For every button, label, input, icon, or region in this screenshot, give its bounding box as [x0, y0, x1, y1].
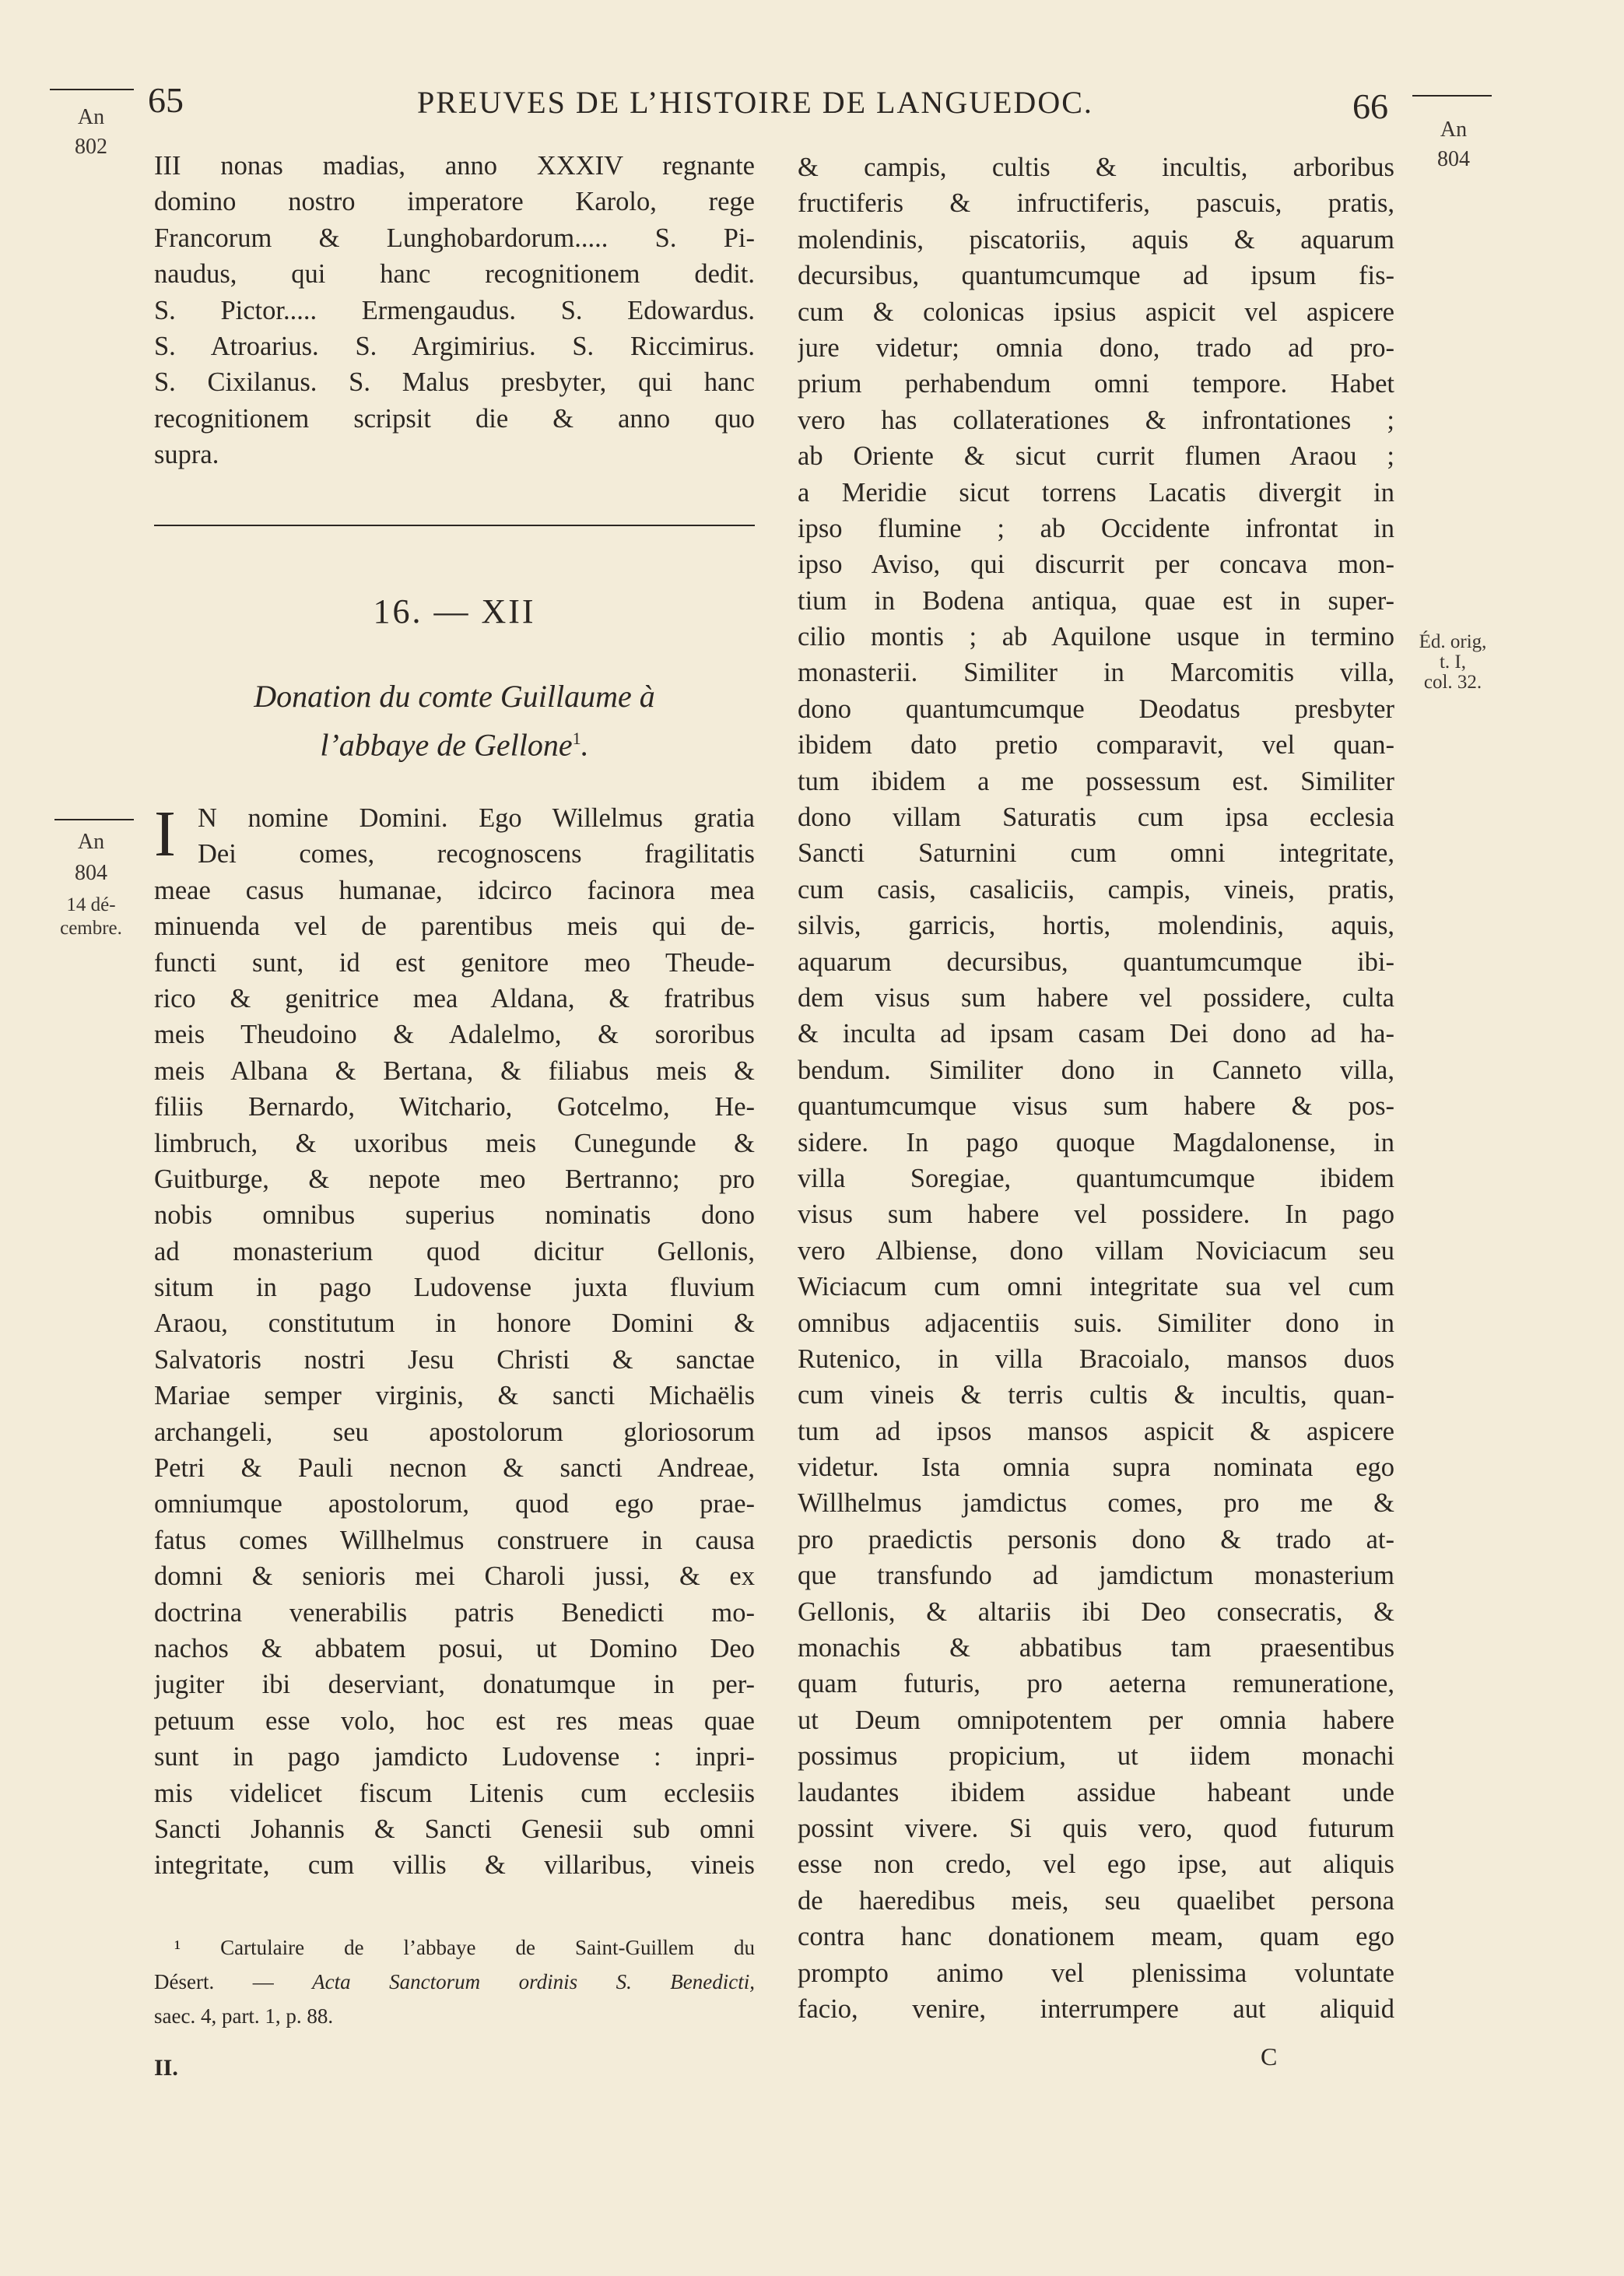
text-line: Willhelmus jamdictus comes, pro me &	[798, 1488, 1394, 1519]
text-line: vero has collaterationes & infrontationes ;	[798, 405, 1394, 435]
left-column-top	[154, 148, 755, 473]
text-line: nachos & abbatem posui, ut Domino Deo	[154, 1633, 755, 1663]
text-line: decursibus, quantumcumque ad ipsum fis-	[798, 261, 1394, 291]
text-line: omnibus adjacentiis suis. Similiter dono in	[798, 1308, 1394, 1338]
text-line: laudantes ibidem assidue habeant unde	[798, 1777, 1394, 1807]
text-line: dem visus sum habere vel possidere, culta	[798, 982, 1394, 1013]
text-line: archangeli, seu apostolorum gloriosorum	[154, 1417, 755, 1447]
text-line: minuenda vel de parentibus meis qui de-	[154, 911, 755, 942]
text-line: limbruch, & uxoribus meis Cunegunde &	[154, 1128, 755, 1158]
header-rule-left	[50, 89, 134, 90]
text-line: villa Soregiae, quantumcumque ibidem	[798, 1163, 1394, 1193]
running-header-title: PREUVES DE L’HISTOIRE DE LANGUEDOC.	[417, 85, 1093, 120]
text-line: Araou, constitutum in honore Domini &	[154, 1308, 755, 1339]
text-line: & campis, cultis & incultis, arboribus	[798, 153, 1394, 182]
text-line: Rutenico, in villa Bracoialo, mansos duos	[798, 1343, 1394, 1374]
text-line: Mariae semper virginis, & sancti Michaëlis	[154, 1381, 755, 1411]
text-line: omniumque apostolorum, quod ego prae-	[154, 1489, 755, 1519]
text-line: III nonas madias, anno XXXIV regnante	[154, 151, 755, 181]
text-line: prompto animo vel plenissima voluntate	[798, 1958, 1394, 1988]
margin-rule-mid-left	[54, 819, 134, 820]
margin-edition-note: Éd. orig, t. I, col. 32.	[1419, 631, 1487, 693]
text-line: domino nostro imperatore Karolo, rege	[154, 187, 755, 217]
footnote-line: Désert. — Acta Sanctorum ordinis S. Benedicti,	[154, 1970, 756, 1993]
text-line: possint vivere. Si quis vero, quod futurum	[798, 1813, 1394, 1843]
text-line: jugiter ibi deserviant, donatumque in per-	[154, 1670, 755, 1700]
footnote-line: saec. 4, part. 1, p. 88.	[154, 2004, 334, 2028]
text-line: Petri & Pauli necnon & sancti Andreae,	[154, 1453, 755, 1484]
text-line: Dei comes, recognoscens fragilitatis	[198, 839, 755, 869]
text-line: meis Albana & Bertana, & filiabus meis &	[154, 1055, 755, 1086]
text-line: tum ad ipsos mansos aspicit & aspicere	[798, 1416, 1394, 1446]
text-line: contra hanc donationem meam, quam ego	[798, 1922, 1394, 1952]
text-line: ipso flumine ; ab Occidente infrontat in	[798, 513, 1394, 543]
text-line: pro praedictis personis dono & trado at-	[798, 1524, 1394, 1554]
text-line: cum vineis & terris cultis & incultis, quan-	[798, 1380, 1394, 1410]
text-line: Sancti Johannis & Sancti Genesii sub omni	[154, 1814, 755, 1844]
text-line: fatus comes Willhelmus construere in causa	[154, 1525, 755, 1555]
footnote-mark: 1	[572, 729, 581, 748]
text-line: fructiferis & infructiferis, pascuis, pratis,	[798, 188, 1394, 219]
text-line: esse non credo, vel ego ipse, aut aliquis	[798, 1849, 1394, 1880]
text-line: doctrina venerabilis patris Benedicti mo-	[154, 1597, 755, 1628]
text-line: ibidem dato pretio comparavit, vel quan-	[798, 730, 1394, 760]
text-line: quantumcumque visus sum habere & pos-	[798, 1091, 1394, 1122]
text-line: S. Cixilanus. S. Malus presbyter, qui hanc	[154, 367, 755, 398]
left-page-number: 65	[148, 80, 184, 120]
text-line: de haeredibus meis, seu quaelibet persona	[798, 1885, 1394, 1916]
footnote-line: ¹ Cartulaire de l’abbaye de Saint-Guillem du	[174, 1936, 755, 1959]
text-line: molendinis, piscatoriis, aquis & aquarum	[798, 224, 1394, 255]
text-line: sidere. In pago quoque Magdalonense, in	[798, 1127, 1394, 1157]
text-line: videtur. Ista omnia supra nominata ego	[798, 1452, 1394, 1483]
right-page-number: 66	[1352, 86, 1388, 126]
text-line: silvis, garricis, hortis, molendinis, aquis,	[798, 911, 1394, 941]
section-title	[154, 676, 755, 766]
text-line: rico & genitrice mea Aldana, & fratribus	[154, 983, 755, 1013]
text-line: dono villam Saturatis cum ipsa ecclesia	[798, 803, 1394, 833]
text-line: monachis & abbatibus tam praesentibus	[798, 1633, 1394, 1663]
left-column-main	[154, 800, 755, 1884]
text-line: jure videtur; omnia dono, trado ad pro-	[798, 332, 1394, 363]
signature-mark-left: II.	[154, 2055, 178, 2081]
text-line: vero Albiense, dono villam Noviciacum seu	[798, 1235, 1394, 1266]
text-line: quam futuris, pro aeterna remuneratione,	[798, 1669, 1394, 1699]
text-line: nobis omnibus superius nominatis dono	[154, 1200, 755, 1231]
text-line: Francorum & Lunghobardorum..... S. Pi-	[154, 223, 755, 253]
drop-cap: I	[154, 798, 176, 870]
text-line: facio, venire, interrumpere aut aliquid	[798, 1993, 1394, 2024]
text-line: tum ibidem a me possessum est. Similiter	[798, 766, 1394, 796]
section-number: 16. — XII	[373, 592, 536, 630]
text-line: cum & colonicas ipsius aspicit vel aspicere	[798, 297, 1394, 327]
text-line: monasterii. Similiter in Marcomitis villa,	[798, 658, 1394, 688]
text-line: sunt in pago jamdicto Ludovense : inpri-	[154, 1742, 755, 1772]
text-line: Gellonis, & altariis ibi Deo consecratis, &	[798, 1596, 1394, 1627]
section-title-line2: l’abbaye de Gellone$^1$.	[320, 727, 589, 763]
text-line: functi sunt, id est genitore meo Theude-	[154, 947, 755, 978]
text-line: cilio montis ; ab Aquilone usque in termino	[798, 622, 1394, 652]
text-line: N nomine Domini. Ego Willelmus gratia	[198, 803, 755, 833]
margin-year-top-right: An 804	[1437, 118, 1470, 171]
text-line: ad monasterium quod dicitur Gellonis,	[154, 1236, 755, 1266]
text-line: filiis Bernardo, Witchario, Gotcelmo, He-	[154, 1092, 755, 1122]
text-line: possimus propicium, ut iidem monachi	[798, 1741, 1394, 1772]
text-line: situm in pago Ludovense juxta fluvium	[154, 1273, 755, 1303]
right-column	[798, 149, 1394, 2027]
margin-date-note: An 804 14 dé- cembre.	[60, 830, 122, 939]
text-line: ab Oriente & sicut currit flumen Araou ;	[798, 441, 1394, 472]
text-line: Salvatoris nostri Jesu Christi & sanctae	[154, 1344, 755, 1375]
text-line: a Meridie sicut torrens Lacatis divergit in	[798, 477, 1394, 508]
text-line: & inculta ad ipsam casam Dei dono ad ha-	[798, 1019, 1394, 1049]
text-line: Guitburge, & nepote meo Bertranno; pro	[154, 1164, 755, 1194]
text-line: naudus, qui hanc recognitionem dedit.	[154, 259, 755, 290]
text-line: aquarum decursibus, quantumcumque ibi-	[798, 947, 1394, 977]
section-title-line1: Donation du comte Guillaume à	[254, 679, 655, 714]
text-line: meae casus humanae, idcirco facinora mea	[154, 875, 755, 905]
text-line: supra.	[154, 440, 219, 470]
text-line: mis videlicet fiscum Litenis cum ecclesiis	[154, 1778, 755, 1808]
text-line: ut Deum omnipotentem per omnia habere	[798, 1705, 1394, 1735]
text-line: integritate, cum villis & villaribus, vineis	[154, 1850, 755, 1881]
text-line: Wiciacum cum omni integritate sua vel cum	[798, 1272, 1394, 1302]
text-line: domni & senioris mei Charoli jussi, & ex	[154, 1561, 755, 1592]
text-line: prium perhabendum omni tempore. Habet	[798, 369, 1394, 399]
text-line: tium in Bodena antiqua, quae est in super-	[798, 585, 1394, 616]
text-line: bendum. Similiter dono in Canneto villa,	[798, 1055, 1394, 1085]
signature-mark-right: C	[1261, 2042, 1278, 2071]
header-rule-right	[1412, 95, 1492, 97]
text-line: que transfundo ad jamdictum monasterium	[798, 1561, 1394, 1591]
text-line: meis Theudoino & Adalelmo, & sororibus	[154, 1020, 755, 1050]
text-line: visus sum habere vel possidere. In pago	[798, 1199, 1394, 1230]
text-line: recognitionem scripsit die & anno quo	[154, 403, 755, 434]
section-separator-rule	[154, 525, 755, 526]
margin-year-top-left: An 802	[75, 105, 107, 159]
text-line: petuum esse volo, hoc est res meas quae	[154, 1705, 755, 1736]
text-line: S. Pictor..... Ermengaudus. S. Edowardus.	[154, 295, 755, 325]
footnote	[154, 1930, 755, 2033]
text-line: S. Atroarius. S. Argimirius. S. Riccimirus.	[154, 331, 755, 361]
text-line: dono quantumcumque Deodatus presbyter	[798, 694, 1394, 724]
text-line: Sancti Saturnini cum omni integritate,	[798, 838, 1394, 869]
text-line: ipso Aviso, qui discurrit per concava mon-	[798, 550, 1394, 580]
text-line: cum casis, casaliciis, campis, vineis, pratis,	[798, 874, 1394, 904]
